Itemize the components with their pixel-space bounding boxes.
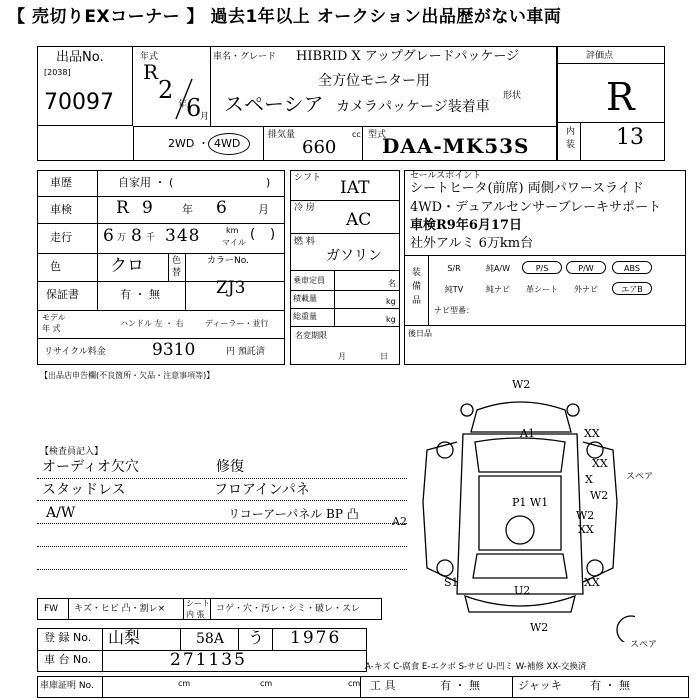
- score-value: R: [606, 75, 635, 119]
- lot-label: 出品No.: [56, 50, 104, 65]
- name-label: 車名・グレード: [213, 52, 277, 62]
- interior-value: 13: [616, 125, 644, 150]
- capacity-unit: 名: [388, 279, 396, 288]
- inspection-year: 9: [142, 198, 153, 218]
- mileage-man: 6: [103, 226, 114, 246]
- later-items-label: 後日品: [408, 329, 432, 338]
- name-change-month: 月: [338, 352, 346, 361]
- mileage-sen-label: 千: [146, 233, 156, 243]
- aircon-value: AC: [346, 210, 372, 230]
- tools-label: 工 具: [370, 679, 396, 692]
- load-label: 積載量: [293, 294, 317, 303]
- diagram-mark-2: A1: [520, 427, 535, 440]
- drive-4wd-circle: [208, 133, 250, 155]
- equip-leather-seat[interactable]: 革シート: [526, 285, 558, 294]
- drive-4wd[interactable]: 4WD: [214, 137, 241, 150]
- year-month: 6: [186, 94, 202, 122]
- diagram-mark-11: S1: [444, 576, 459, 589]
- floor-items: キズ・ヒビ 凸・割レ×: [74, 604, 166, 614]
- mileage-paren-close: ): [270, 227, 276, 242]
- cert-unit-1: cm: [178, 679, 191, 688]
- inspector-note-right-1: 修復: [216, 459, 244, 475]
- equip-genuine-tv[interactable]: 純TV: [444, 285, 464, 294]
- seat-label-1: シート: [186, 599, 210, 608]
- year-label-top: 年式: [140, 52, 159, 62]
- interior-label-1: 内: [566, 127, 576, 137]
- lot-code: [2038]: [44, 68, 71, 77]
- jack-label: ジャッキ: [518, 679, 562, 692]
- registration-class: 58A: [196, 631, 224, 647]
- mileage-paren-open: (: [250, 227, 256, 242]
- diagram-mark-13: XX: [584, 576, 600, 589]
- equipment-label-1: 装: [412, 268, 422, 278]
- tools-value: 有 ・ 無: [440, 679, 480, 692]
- equipment-label-2: 備: [412, 282, 422, 292]
- color-label: 色: [50, 260, 61, 273]
- mileage-man-label: 万: [117, 233, 127, 243]
- model-year-label-2: 年 式: [42, 324, 61, 333]
- inspection-year-label: 年: [182, 203, 193, 216]
- load-unit: kg: [386, 297, 396, 306]
- year-value: 2: [158, 76, 174, 104]
- equip-genuine-navi[interactable]: 純ナビ: [486, 285, 510, 294]
- type-label: 型式: [368, 130, 387, 140]
- inspection-era: R: [116, 198, 129, 218]
- seller-notes-label: 【出品店申告欄(不良箇所・欠品・注意事項等)】: [40, 371, 215, 380]
- interior-label-2: 装: [566, 140, 576, 150]
- spare-label-top: スペア: [626, 472, 654, 482]
- mileage-rest: 348: [165, 226, 201, 246]
- displacement-value: 660: [302, 137, 337, 158]
- history-value: 自家用 ・ (: [118, 176, 174, 189]
- mileage-label: 走行: [50, 231, 72, 244]
- registration-label: 登 録 No.: [44, 631, 92, 644]
- diagram-mark-5: X: [585, 473, 593, 486]
- damage-legend: A-キズ C-腐食 E-エクボ S-サビ U-凹ミ W-補修 XX-交換済: [365, 662, 587, 672]
- inspection-month-label: 月: [258, 203, 269, 216]
- navi-model-label: ナビ型番：: [434, 306, 474, 315]
- equip-power-steering[interactable]: P/S: [522, 261, 562, 274]
- chassis-value: 271135: [170, 650, 247, 670]
- inspection-month: 6: [216, 198, 227, 218]
- seat-items: コゲ・穴・汚レ・シミ・破レ・スレ: [216, 604, 361, 614]
- recycle-label: リサイクル料金: [44, 347, 106, 357]
- gross-unit: kg: [386, 315, 396, 324]
- displacement-unit: cc: [352, 130, 361, 139]
- gross-label: 総重量: [293, 312, 317, 321]
- color-value: クロ: [110, 256, 144, 276]
- equip-aftermarket-navi[interactable]: 外ナビ: [574, 285, 598, 294]
- diagram-mark-1: W2: [512, 378, 531, 391]
- diagram-mark-9: A2: [392, 515, 407, 528]
- equip-abs[interactable]: ABS: [612, 261, 652, 274]
- inspector-note-right-2: フロアインパネ: [214, 482, 310, 498]
- diagram-mark-4: XX: [592, 457, 608, 470]
- equip-sunroof[interactable]: S/R: [447, 264, 461, 273]
- equip-alloy-wheels[interactable]: 純A/W: [485, 264, 511, 273]
- dealer-label: ディーラー・並行: [205, 319, 269, 328]
- seat-label-2: 内 張: [186, 610, 205, 619]
- sales-label: セールスポイント: [410, 171, 482, 181]
- registration-kana: う: [248, 628, 265, 647]
- registration-number: 1976: [290, 628, 342, 648]
- name-change-label: 名変期限: [295, 331, 327, 340]
- mileage-unit-km: km: [226, 226, 239, 235]
- color-repaint-1: 色: [172, 256, 182, 266]
- registration-pref: 山梨: [108, 628, 141, 647]
- inspection-label: 車検: [50, 203, 72, 216]
- warranty-value: 有 ・ 無: [120, 288, 160, 301]
- cert-label: 車庫証明 No.: [40, 681, 94, 691]
- name-change-day: 日: [380, 352, 388, 361]
- diagram-mark-14: W2: [530, 621, 549, 634]
- diagram-mark-6: W2: [590, 489, 609, 502]
- inspector-label: 【検査員記入】: [40, 447, 104, 457]
- score-label: 評価点: [586, 51, 614, 61]
- recycle-value: 9310: [152, 340, 196, 360]
- mileage-sen: 8: [131, 226, 142, 246]
- drive-sep: ・: [198, 137, 209, 150]
- inspector-note-left-2: スタッドレス: [42, 482, 126, 498]
- diagram-mark-10: XX: [578, 523, 594, 536]
- grade-line-2: 全方位モニター用: [318, 73, 430, 89]
- mileage-unit-mile: マイル: [222, 238, 246, 247]
- shape-label: 形状: [503, 91, 522, 101]
- color-repaint-2: 替: [172, 268, 182, 278]
- fuel-label: 燃 料: [294, 237, 315, 247]
- color-code: ZJ3: [216, 278, 246, 298]
- spare-label-bottom: スペア: [630, 640, 658, 650]
- chassis-label: 車 台 No.: [44, 653, 92, 666]
- displacement-label: 排気量: [268, 130, 296, 140]
- fuel-value: ガソリン: [326, 248, 382, 264]
- shift-label: シフト: [294, 173, 322, 183]
- inspector-note-left-1: オーディオ欠穴: [42, 459, 139, 475]
- inspector-note-left-3: A/W: [46, 505, 76, 521]
- shift-value: IAT: [340, 178, 370, 198]
- capacity-label: 乗車定員: [293, 276, 325, 285]
- year-label-bottom: 年: [178, 100, 188, 110]
- model-name: スペーシア: [224, 92, 324, 116]
- inspector-note-right-3: リコーアーパネル BP 凸: [228, 507, 359, 521]
- floor-label: FW: [44, 604, 59, 614]
- jack-value: 有 ・ 無: [590, 679, 630, 692]
- equip-airbag[interactable]: エアB: [612, 282, 652, 295]
- drive-2wd[interactable]: 2WD: [168, 137, 195, 150]
- cert-unit-3: cm: [348, 679, 361, 688]
- sales-line-1: シートヒータ(前席) 両側パワースライド: [410, 181, 644, 196]
- history-close: ): [266, 176, 271, 189]
- grade-line-3: カメラパッケージ装着車: [336, 99, 490, 115]
- year-month-label: 月: [200, 112, 210, 122]
- diagram-mark-8: W2: [576, 509, 595, 522]
- diagram-mark-7: P1 W1: [512, 496, 549, 509]
- warranty-label: 保証書: [46, 288, 79, 301]
- sales-line-4: 社外アルミ 6万km台: [410, 236, 534, 251]
- vehicle-info-table: [37, 170, 285, 365]
- handle-label: ハンドル 左 ・ 右: [120, 319, 184, 328]
- grade-line-1: HIBRID X アップグレードパッケージ: [296, 49, 520, 64]
- sales-line-2: 4WD・デュアルセンサーブレーキサポート: [410, 200, 661, 215]
- color-code-label: カラーNo.: [207, 256, 249, 266]
- equipment-label-3: 品: [412, 296, 422, 306]
- model-year-label-1: モデル: [42, 313, 66, 322]
- year-era: R: [143, 60, 159, 84]
- sales-line-3: 車検R9年6月17日: [410, 218, 522, 233]
- recycle-unit: 円 預託済: [226, 347, 265, 357]
- diagram-mark-3: XX: [584, 427, 600, 440]
- lot-number: 70097: [44, 90, 114, 115]
- cert-unit-2: cm: [260, 679, 273, 688]
- equip-power-windows[interactable]: P/W: [566, 261, 606, 274]
- type-value: DAA-MK53S: [382, 134, 530, 158]
- banner-title: 【 売切りEXコーナー 】 過去1年以上 オークション出品歴がない車両: [8, 7, 562, 27]
- aircon-label: 冷 房: [294, 203, 315, 213]
- history-label: 車歴: [50, 176, 72, 189]
- diagram-mark-12: U2: [514, 584, 531, 597]
